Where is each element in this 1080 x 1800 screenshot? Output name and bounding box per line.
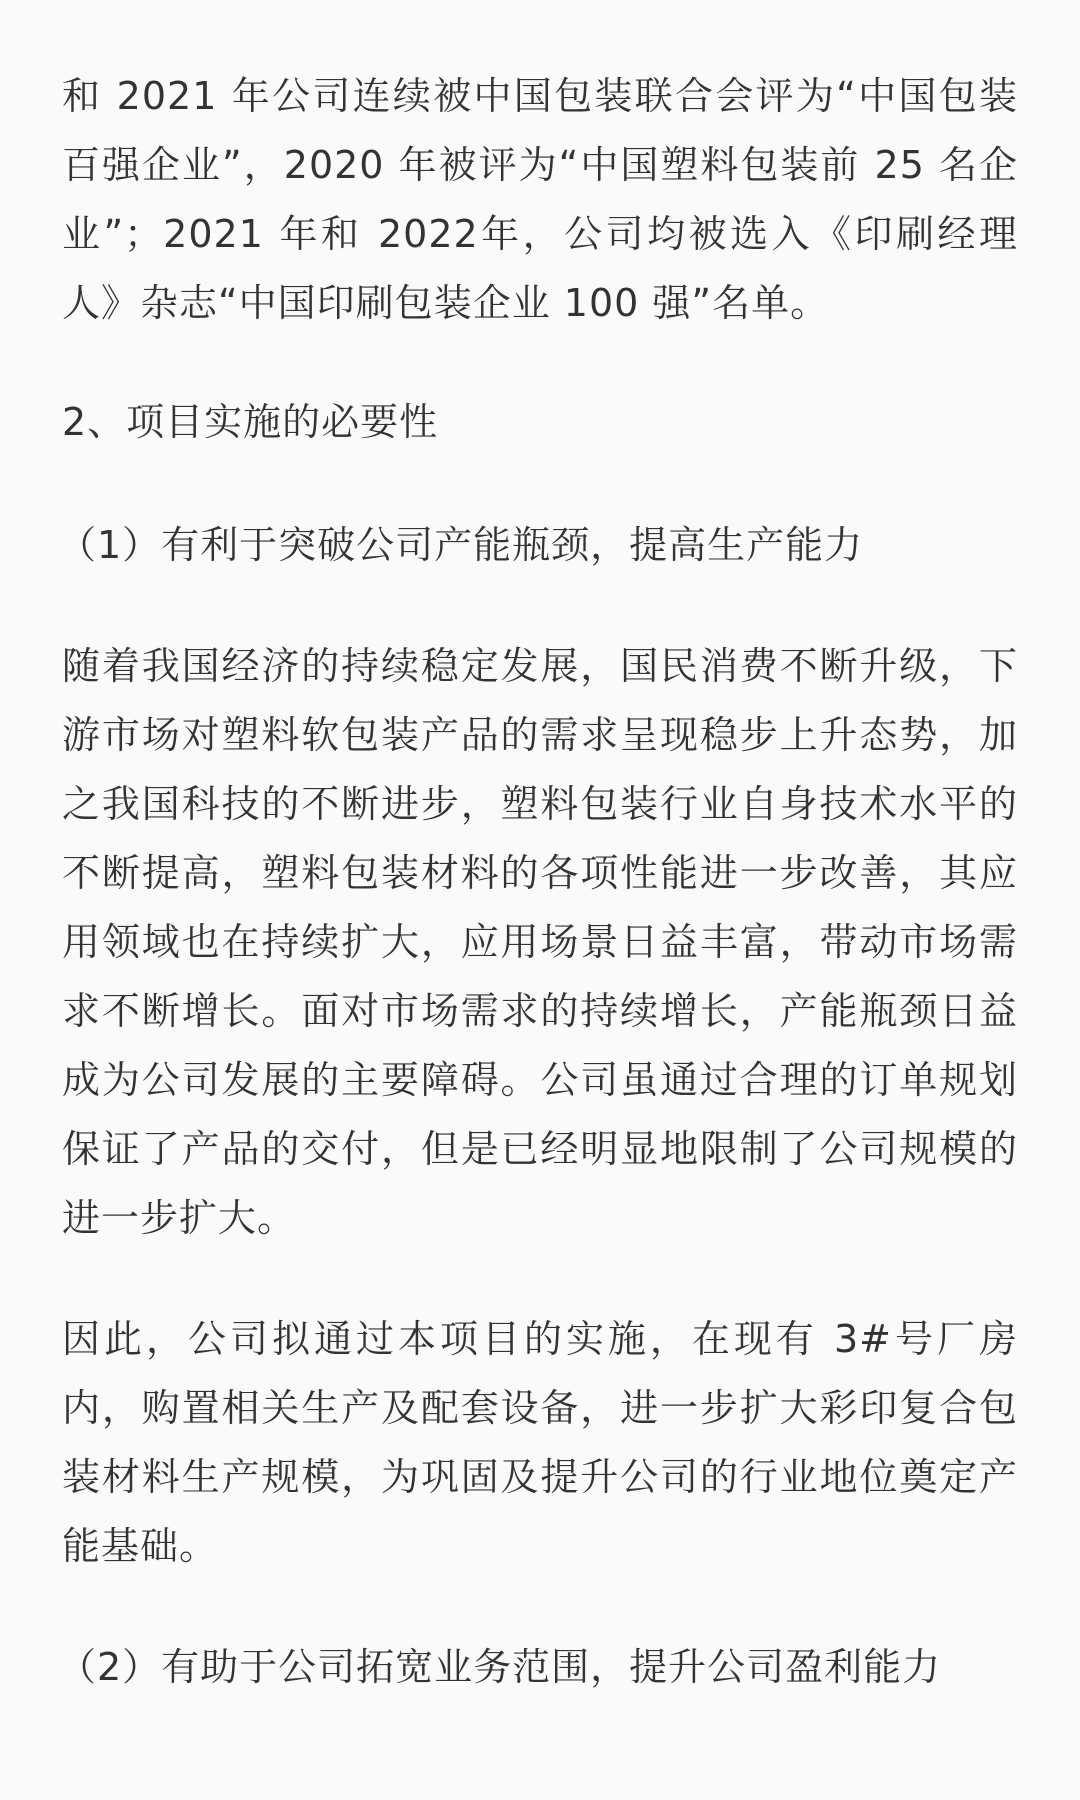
section-heading: 2、项目实施的必要性 <box>62 400 439 444</box>
project-paragraph: 因此，公司拟通过本项目的实施，在现有 3#号厂房内，购置相关生产及配套设备，进一步扩大彩印复合包装材料生产规模，为巩固及提升公司的行业地位奠定产能基础。 <box>62 1317 1018 1568</box>
subheading-business: （2）有助于公司拓宽业务范围，提升公司盈利能力 <box>58 1645 942 1689</box>
subheading-capacity: （1）有利于突破公司产能瓶颈，提高生产能力 <box>58 523 864 567</box>
capacity-paragraph: 随着我国经济的持续稳定发展，国民消费不断升级，下游市场对塑料软包装产品的需求呈现稳步上升态势，加之我国科技的不断进步，塑料包装行业自身技术水平的不断提高，塑料包装材料的各项性能进一步改善，其应用领域也在持续扩大，应用场景日益丰富，带动市场需求不断增长。面对市场需求的持续增长，产能瓶颈日益成为公司发展的主要障碍。公司虽通过合理的订单规划保证了产品的交付，但是已经明显地限制了公司规模的进一步扩大。 <box>62 644 1018 1240</box>
intro-paragraph: 和 2021 年公司连续被中国包装联合会评为“中国包装百强企业”，2020 年被评为“中国塑料包装前 25 名企业”；2021 年和 2022年，公司均被选入《印刷经理人》杂志“中国印刷包装企业 100 强”名单。 <box>62 74 1018 325</box>
